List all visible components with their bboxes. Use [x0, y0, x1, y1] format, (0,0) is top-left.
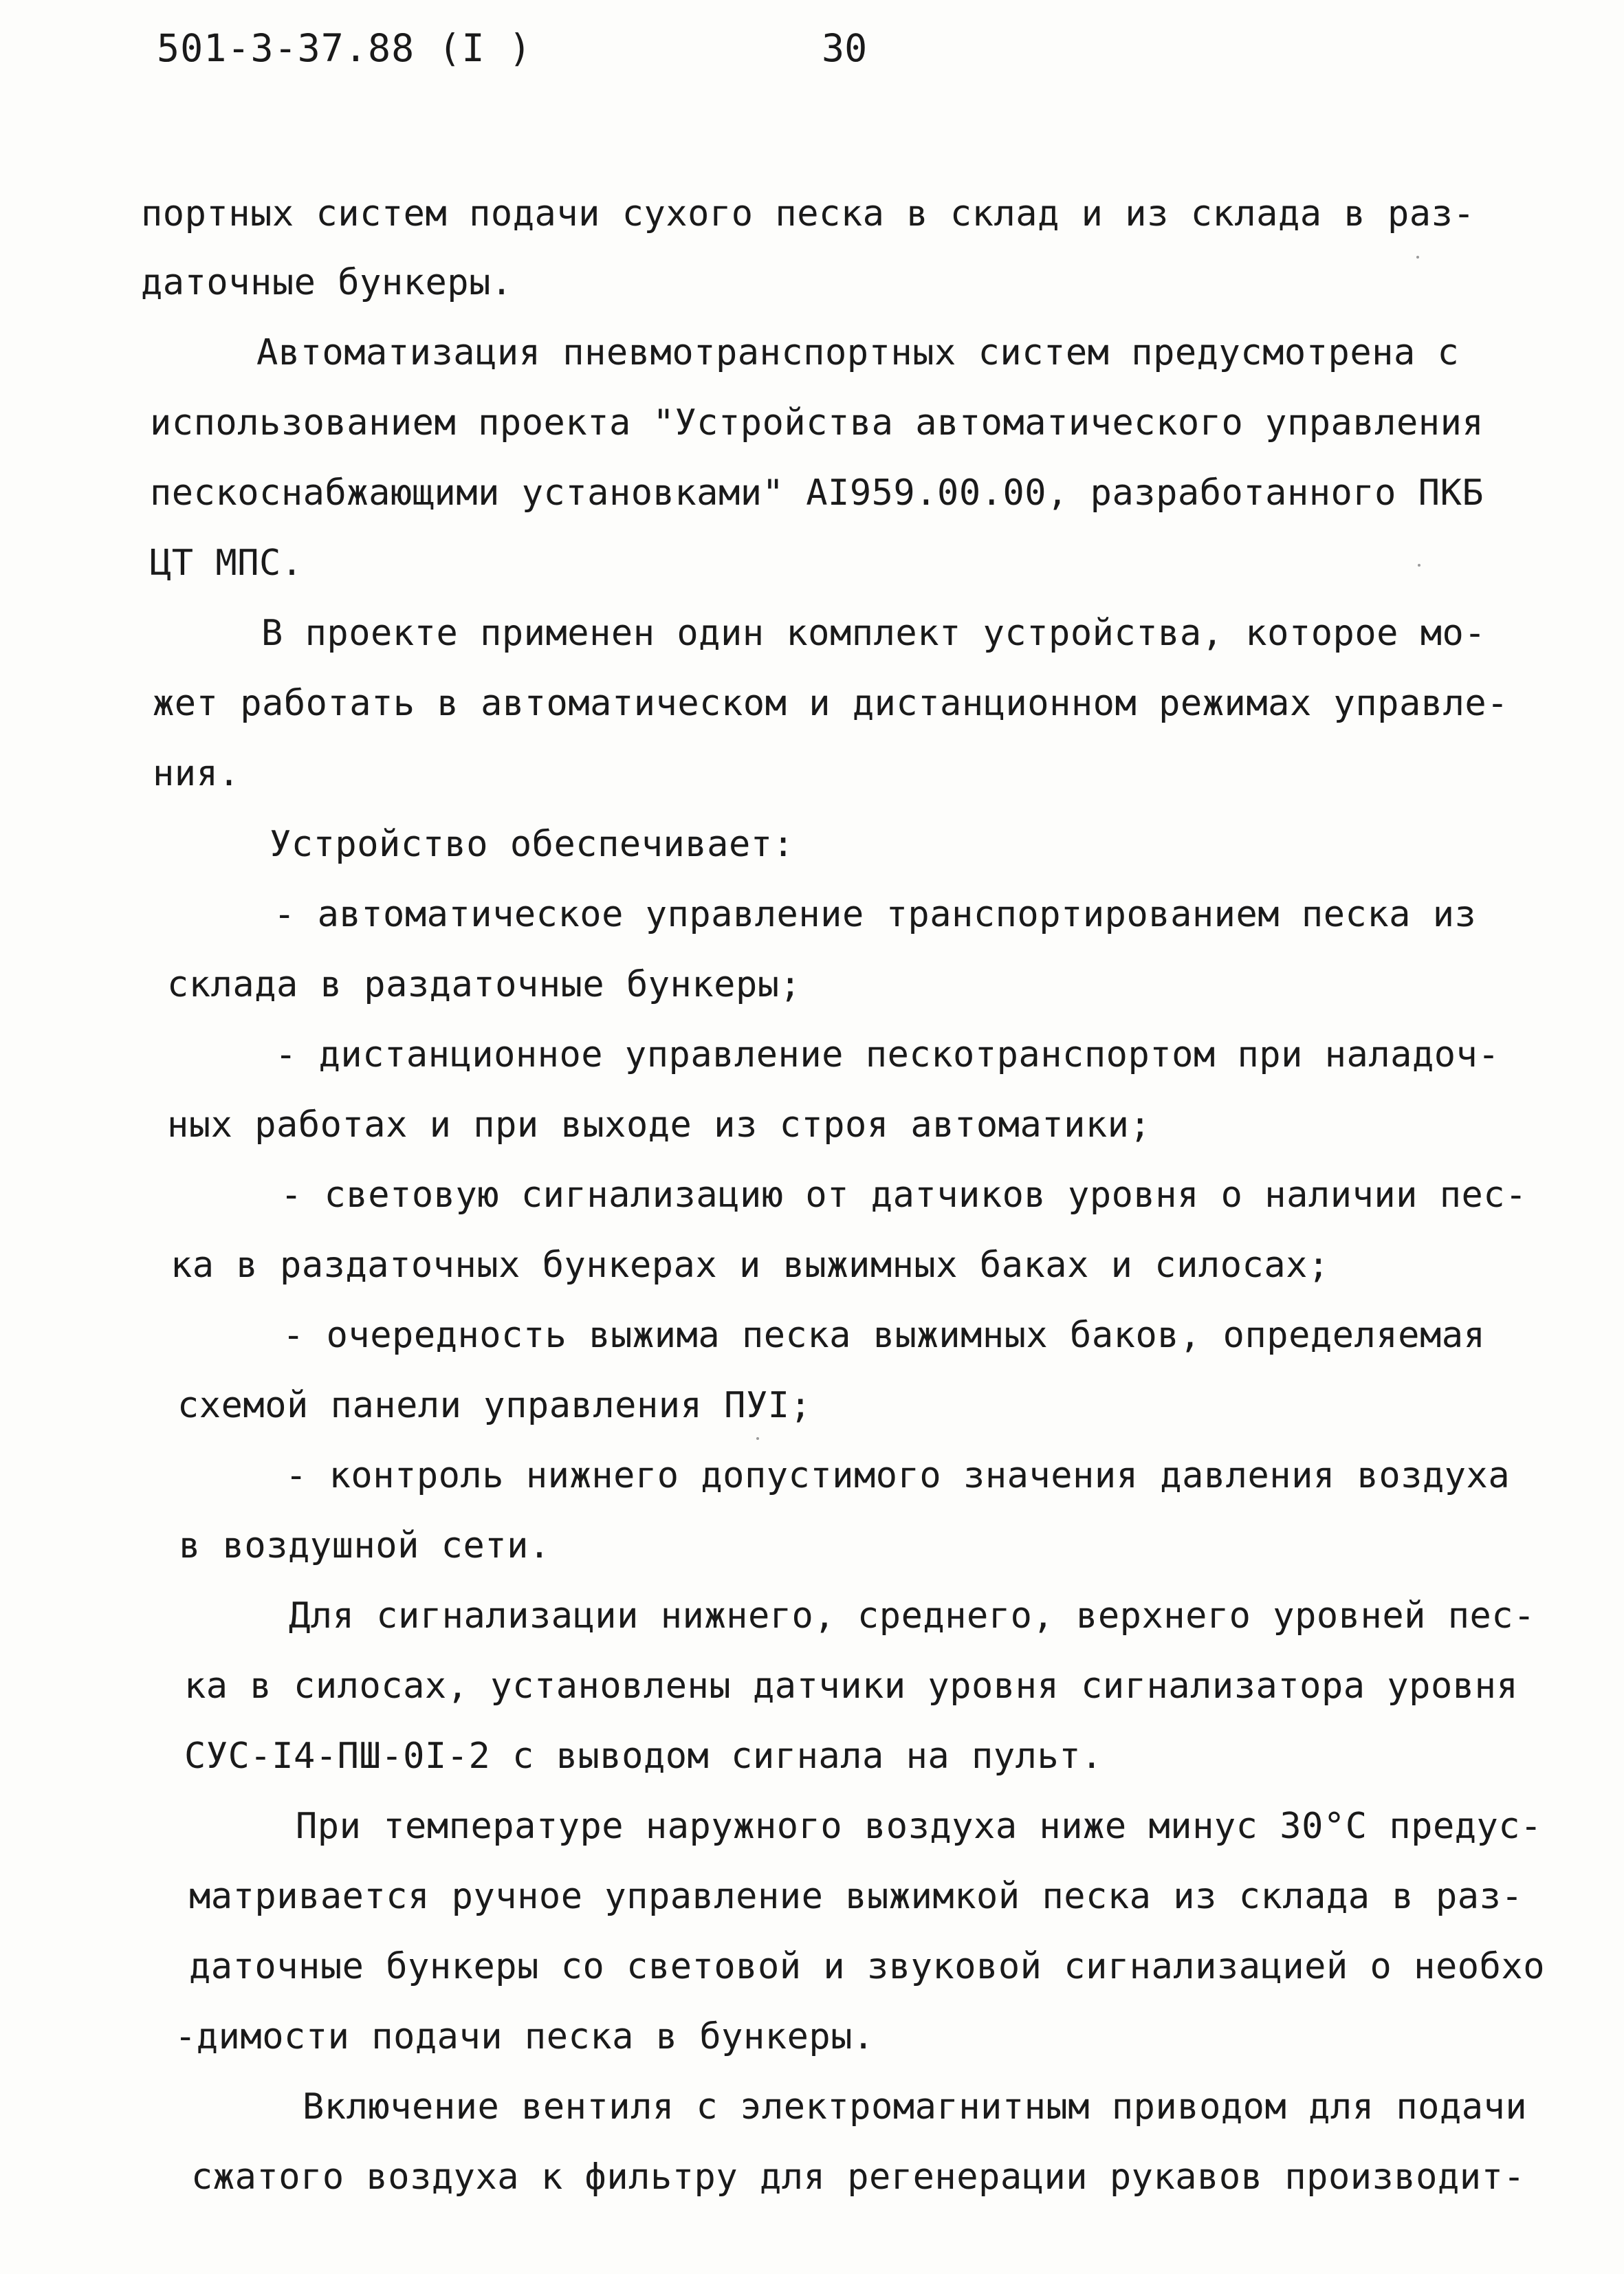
list-item: - дистанционное управление пескотранспортом при наладоч-: [275, 1034, 1500, 1075]
list-item: - световую сигнализацию от датчиков уровня о наличии пес-: [281, 1174, 1527, 1216]
list-item: - автоматическое управление транспортированием песка из: [274, 894, 1477, 935]
text-line: ния.: [153, 753, 241, 794]
list-item-continued: в воздушной сети.: [179, 1525, 551, 1566]
scan-speck: [1416, 256, 1419, 259]
text-line: Включение вентиля с электромагнитным приводом для подачи: [303, 2086, 1528, 2128]
text-line: пескоснабжающими установками" AI959.00.00, разработанного ПКБ: [150, 472, 1484, 514]
text-line: При температуре наружного воздуха ниже минус 30°C предус-: [296, 1806, 1542, 1847]
list-item-continued: схемой панели управления ПУI;: [177, 1385, 812, 1426]
list-item-continued: ных работах и при выходе из строя автоматики;: [167, 1104, 1152, 1146]
list-item-continued: склада в раздаточные бункеры;: [167, 964, 802, 1005]
text-line: В проекте применен один комплект устройства, которое мо-: [261, 613, 1486, 654]
text-line: -димости подачи песка в бункеры.: [175, 2016, 875, 2057]
text-line: СУС-I4-ПШ-0I-2 с выводом сигнала на пульт.: [184, 1736, 1103, 1777]
scan-speck: [756, 1437, 759, 1440]
text-line: Автоматизация пневмотранспортных систем предусмотрена с: [256, 332, 1460, 373]
list-item-continued: ка в раздаточных бункерах и выжимных баках и силосах;: [171, 1245, 1330, 1286]
text-line: ЦТ МПС.: [150, 543, 303, 584]
text-line: Устройство обеспечивает:: [270, 824, 795, 865]
text-line: жет работать в автоматическом и дистанционном режимах управле-: [153, 683, 1509, 724]
text-line: сжатого воздуха к фильтру для регенерации рукавов производит-: [191, 2156, 1526, 2198]
list-item: - контроль нижнего допустимого значения давления воздуха: [285, 1455, 1511, 1496]
text-line: матривается ручное управление выжимкой песка из склада в раз-: [189, 1876, 1524, 1917]
text-line: портных систем подачи сухого песка в склад и из склада в раз-: [141, 193, 1475, 234]
text-line: ка в силосах, установлены датчики уровня сигнализатора уровня: [184, 1665, 1519, 1707]
page-number: 30: [822, 26, 868, 70]
text-line: даточные бункеры.: [141, 262, 513, 303]
document-code: 501-3-37.88 (I ): [157, 26, 532, 70]
scan-speck: [1418, 564, 1420, 567]
text-line: Для сигнализации нижнего, среднего, верхнего уровней пес-: [289, 1595, 1535, 1637]
text-line: использованием проекта "Устройства автоматического управления: [150, 402, 1484, 444]
list-item: - очередность выжима песка выжимных баков, определяемая: [283, 1315, 1486, 1356]
text-line: даточные бункеры со световой и звуковой сигнализацией о необхо: [189, 1946, 1546, 1987]
